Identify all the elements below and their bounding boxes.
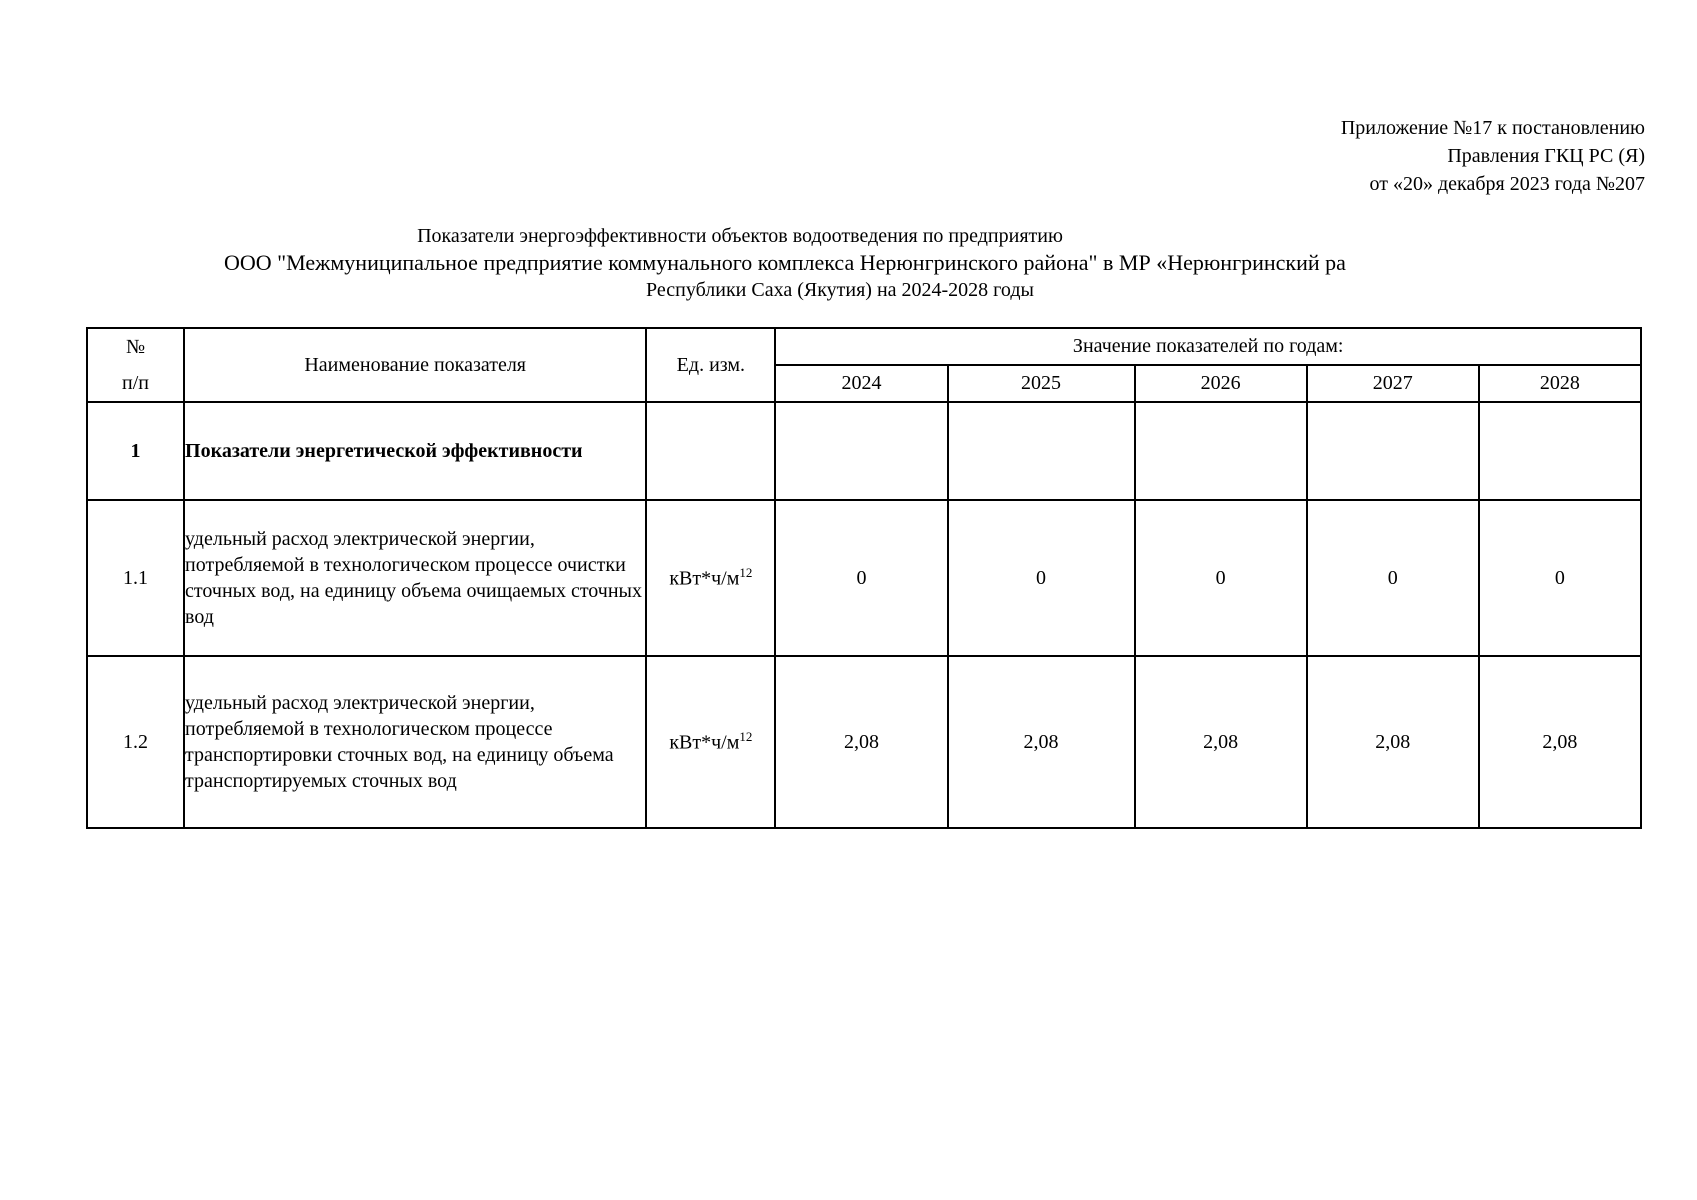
row-number: 1 (87, 402, 184, 500)
row-unit-superscript: 12 (739, 729, 753, 745)
row-value: 0 (1135, 500, 1307, 656)
row-unit-text: кВт*ч/м (669, 567, 740, 590)
row-value (1307, 402, 1479, 500)
row-value (775, 402, 947, 500)
table-row (87, 402, 1641, 500)
header-year: 2024 (775, 365, 947, 402)
header-values-by-year: Значение показателей по годам: (775, 328, 1641, 365)
row-value (1135, 402, 1307, 500)
row-unit-text: кВт*ч/м (669, 731, 740, 754)
row-value: 0 (1307, 500, 1479, 656)
title-line-2 (210, 249, 1484, 277)
row-value (1479, 402, 1641, 500)
indicators-table (86, 327, 1642, 829)
title-line-1: Показатели энергоэффективности объектов водоотведения по предприятию (417, 225, 1063, 247)
header-year: 2028 (1479, 365, 1641, 402)
row-unit-superscript: 12 (739, 565, 753, 581)
row-indicator-name: удельный расход электрической энергии, потребляемой в технологическом процессе очистки сточных вод, на единицу объема очищаемых сточных вод (184, 500, 646, 656)
row-indicator-name: удельный расход электрической энергии, потребляемой в технологическом процессе транспортировки сточных вод, на единицу объема транспортируемых сточных вод (184, 656, 646, 828)
row-value: 2,08 (1479, 656, 1641, 828)
row-value: 0 (1479, 500, 1641, 656)
title-line-2-text: ООО "Межмуниципальное предприятие коммунального комплекса Нерюнгринского района" в МР «Нерюнгринский ра (224, 250, 1346, 275)
header-unit: Ед. изм. (646, 328, 775, 402)
row-indicator-name: Показатели энергетической эффективности (184, 402, 646, 500)
header-number-pp: п/п (122, 372, 149, 394)
row-number: 1.2 (87, 656, 184, 828)
row-unit (646, 500, 775, 656)
row-value: 0 (948, 500, 1135, 656)
appendix-line-3: от «20» декабря 2023 года №207 (1369, 173, 1645, 195)
row-value: 2,08 (775, 656, 947, 828)
title-line-3: Республики Саха (Якутия) на 2024-2028 годы (646, 279, 1034, 301)
row-number: 1.1 (87, 500, 184, 656)
header-year: 2027 (1307, 365, 1479, 402)
row-value: 2,08 (1307, 656, 1479, 828)
appendix-line-2: Правления ГКЦ РС (Я) (1447, 145, 1645, 167)
row-value: 2,08 (1135, 656, 1307, 828)
header-number-symbol: № (125, 336, 146, 358)
table-row (87, 500, 1641, 656)
appendix-header (1341, 114, 1645, 198)
row-value: 2,08 (948, 656, 1135, 828)
header-number (87, 328, 184, 402)
header-year: 2025 (948, 365, 1135, 402)
row-unit (646, 656, 775, 828)
table-row (87, 656, 1641, 828)
table-header-row (87, 328, 1641, 365)
header-year: 2026 (1135, 365, 1307, 402)
row-value (948, 402, 1135, 500)
appendix-line-1: Приложение №17 к постановлению (1340, 117, 1645, 139)
row-unit (646, 402, 775, 500)
header-indicator-name: Наименование показателя (184, 328, 646, 402)
row-value: 0 (775, 500, 947, 656)
